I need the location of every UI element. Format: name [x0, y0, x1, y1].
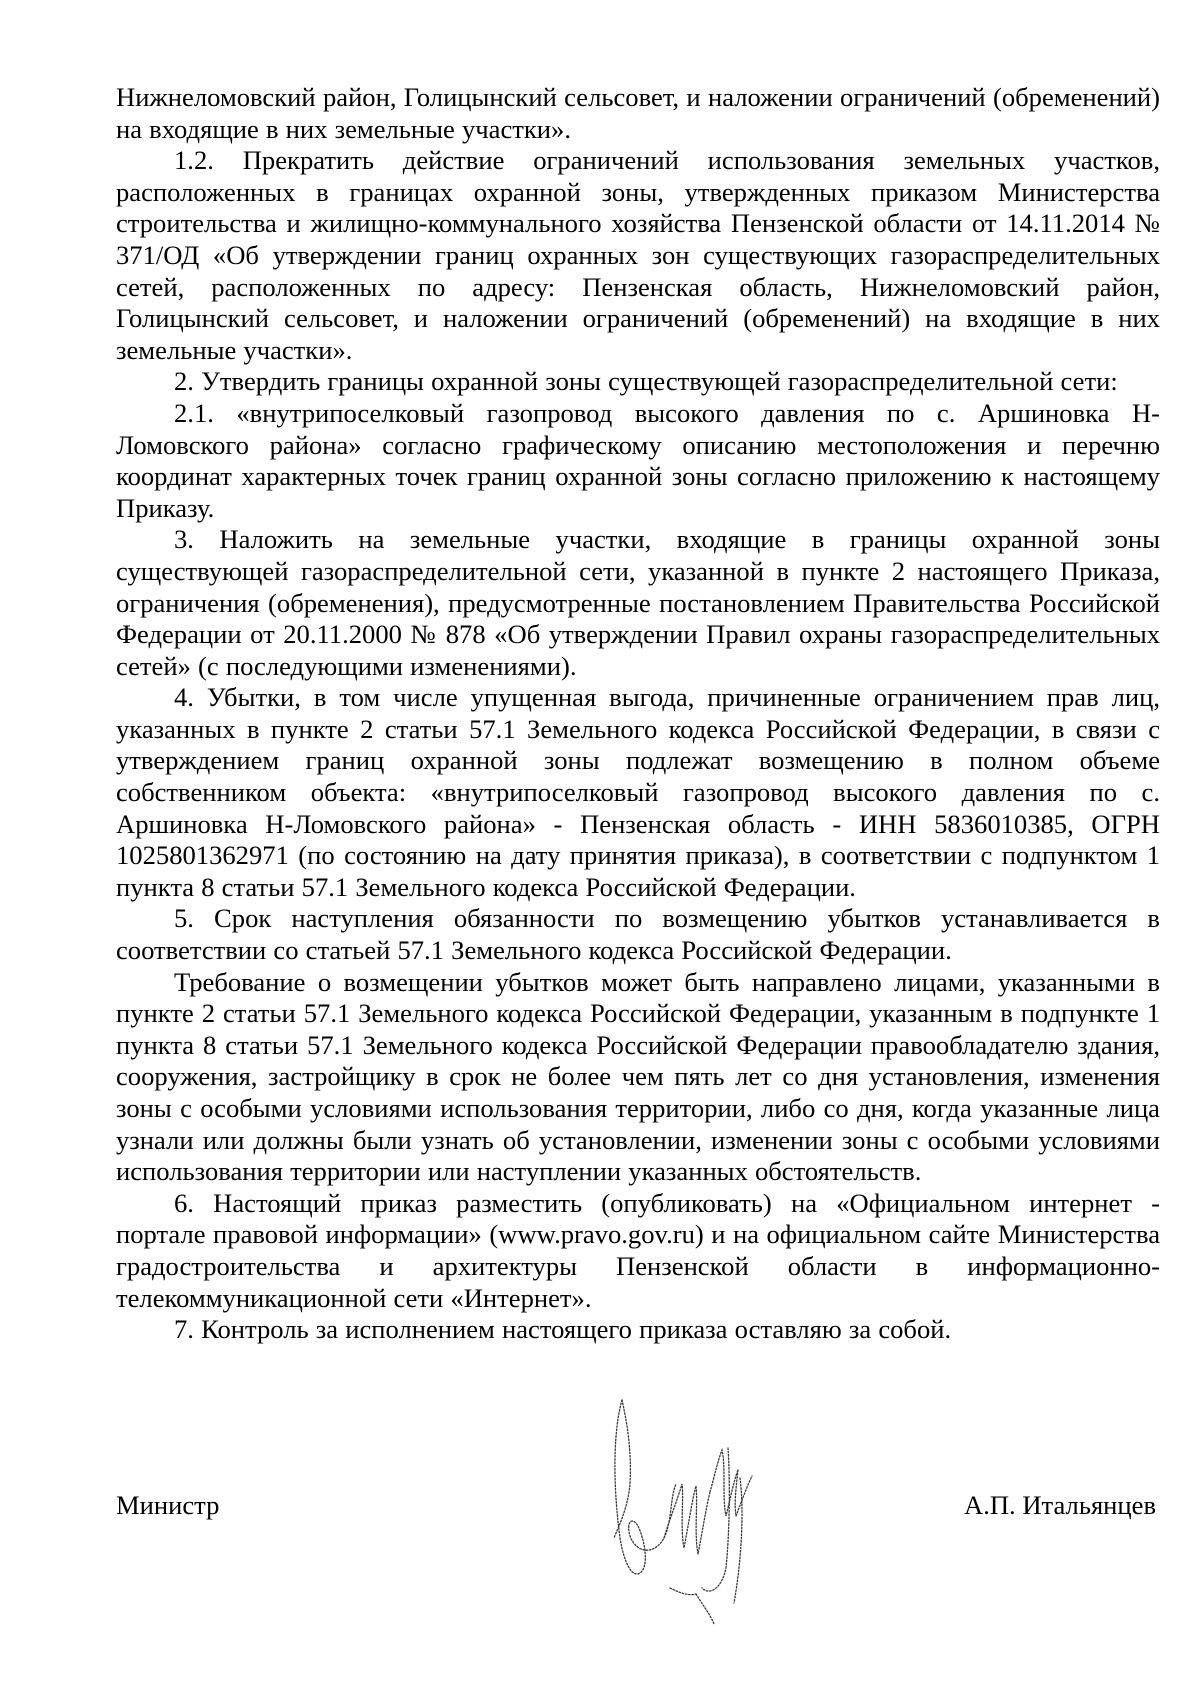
paragraph-7-control: 7. Контроль за исполнением настоящего приказа оставляю за собой. — [174, 1314, 952, 1345]
paragraph-5-obligation-term: 5. Срок наступления обязанности по возмещению убытков устанавливается в соответствии со статьей 57.1 Земельного кодекса Российской Федерации. — [116, 903, 1160, 966]
document-body — [116, 82, 1160, 1346]
signatory-title: Министр — [116, 1490, 220, 1520]
paragraph-6-publication: 6. Настоящий приказ разместить (опубликовать) на «Официальном интернет - портале правовой информации» (www.pravo.gov.ru) и на официальном сайте Министерства градостроительства и архитектуры Пензенской области в информационно-телекоммуникационной сети «Интернет». — [116, 1187, 1160, 1313]
paragraph-2-1-gas-pipeline: 2.1. «внутрипоселковый газопровод высокого давления по с. Аршиновка Н-Ломовского района» согласно графическому описанию местоположения и перечню координат характерных точек границ охранной зоны согласно приложению к настоящему Приказу. — [116, 397, 1160, 523]
paragraph-4-losses: 4. Убытки, в том числе упущенная выгода, причиненные ограничением прав лиц, указанных в пункте 2 статьи 57.1 Земельного кодекса Российской Федерации, в связи с утверждением границ охранной зоны подлежат возмещению в полном объеме собственником объекта: «внутрипоселковый газопровод высокого давления по с. Аршиновка Н-Ломовского района» - Пензенская область - ИНН 5836010385, ОГРН 1025801362971 (по состоянию на дату принятия приказа), в соответствии с подпунктом 1 пункта 8 статьи 57.1 Земельного кодекса Российской Федерации. — [116, 682, 1160, 902]
paragraph-compensation-claim: Требование о возмещении убытков может быть направлено лицами, указанными в пункте 2 статьи 57.1 Земельного кодекса Российской Федерации, указанным в подпункте 1 пункта 8 статьи 57.1 Земельного кодекса Российской Федерации правообладателю здания, сооружения, застройщику в срок не более чем пять лет со дня установления, изменения зоны с особыми условиями использования территории, либо со дня, когда указанные лица узнали или должны были узнать об установлении, изменении зоны с особыми условиями использования территории или наступлении указанных обстоятельств. — [116, 966, 1160, 1187]
handwritten-signature-icon — [610, 1388, 780, 1628]
paragraph-3-impose-restrictions: 3. Наложить на земельные участки, входящие в границы охранной зоны существующей газораспределительной сети, указанной в пункте 2 настоящего Приказа, ограничения (обременения), предусмотренные постановлением Правительства Российской Федерации от 20.11.2000 № 878 «Об утверждении Правил охраны газораспределительных сетей» (с последующими изменениями). — [116, 524, 1160, 681]
signatory-name: А.П. Итальянцев — [964, 1490, 1156, 1520]
paragraph-1-2-terminate-restrictions: 1.2. Прекратить действие ограничений использования земельных участков, расположенных в границах охранной зоны, утвержденных приказом Министерства строительства и жилищно-коммунального хозяйства Пензенской области от 14.11.2014 № 371/ОД «Об утверждении границ охранных зон существующих газораспределительных сетей, расположенных по адресу: Пензенская область, Нижнеломовский район, Голицынский сельсовет, и наложении ограничений (обременений) на входящие в них земельные участки». — [116, 145, 1160, 365]
paragraph-continuation: Нижнеломовский район, Голицынский сельсовет, и наложении ограничений (обременений) на входящие в них земельные участки». — [116, 82, 1160, 144]
paragraph-2-approve-boundaries: 2. Утвердить границы охранной зоны существующей газораспределительной сети: — [174, 366, 1118, 397]
